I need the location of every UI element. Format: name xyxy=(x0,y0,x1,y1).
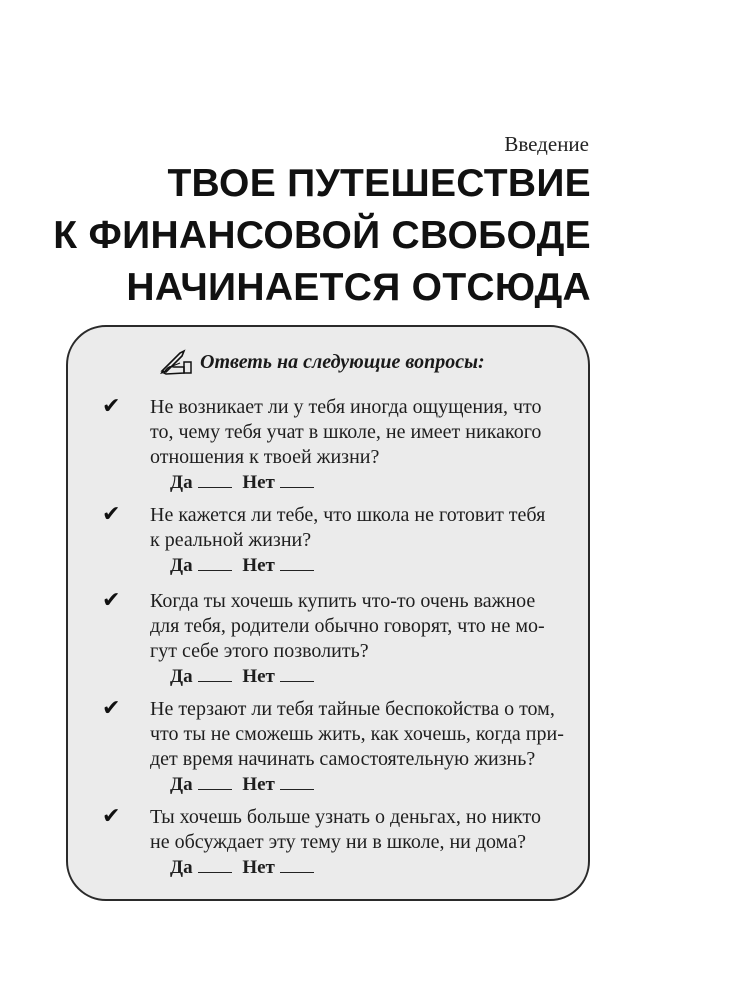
answer-row xyxy=(150,664,580,689)
no-blank[interactable] xyxy=(280,667,314,682)
title-line: К ФИНАНСОВОЙ СВОБОДЕ xyxy=(53,214,591,257)
question-text: Не возникает ли у тебя иногда ощущения, что xyxy=(150,396,542,418)
answer-row xyxy=(150,855,580,880)
question-text: дет время начинать самостоятельную жизнь? xyxy=(150,748,536,770)
question-text: гут себе этого позволить? xyxy=(150,640,369,662)
writing-hand-icon xyxy=(158,349,196,375)
checkmark-icon: ✔ xyxy=(102,696,121,721)
yes-blank[interactable] xyxy=(198,473,232,488)
no-blank[interactable] xyxy=(280,858,314,873)
yes-label: Да xyxy=(170,555,193,576)
yes-blank[interactable] xyxy=(198,556,232,571)
answer-row xyxy=(150,553,580,578)
no-label: Нет xyxy=(242,857,275,878)
answer-row xyxy=(150,470,580,495)
answer-row xyxy=(150,772,580,797)
checkmark-icon: ✔ xyxy=(102,502,121,527)
question-text: Не терзают ли тебя тайные беспокойства о том, xyxy=(150,698,555,720)
no-label: Нет xyxy=(242,774,275,795)
question-text: Ты хочешь больше узнать о деньгах, но никто xyxy=(150,806,541,828)
yes-label: Да xyxy=(170,774,193,795)
title-line: НАЧИНАЕТСЯ ОТСЮДА xyxy=(126,266,591,309)
checkmark-icon: ✔ xyxy=(102,804,121,829)
no-label: Нет xyxy=(242,472,275,493)
checkmark-icon: ✔ xyxy=(102,394,121,419)
question-text: для тебя, родители обычно говорят, что не мо- xyxy=(150,615,545,637)
question-text: Не кажется ли тебе, что школа не готовит тебя xyxy=(150,504,546,526)
question-text: к реальной жизни? xyxy=(150,529,312,551)
yes-label: Да xyxy=(170,666,193,687)
page-title xyxy=(53,158,591,314)
title-line: ТВОЕ ПУТЕШЕСТВИЕ xyxy=(167,162,591,205)
yes-label: Да xyxy=(170,857,193,878)
question-text: Когда ты хочешь купить что-то очень важное xyxy=(150,590,536,612)
no-blank[interactable] xyxy=(280,473,314,488)
no-blank[interactable] xyxy=(280,556,314,571)
yes-label: Да xyxy=(170,472,193,493)
yes-blank[interactable] xyxy=(198,667,232,682)
no-label: Нет xyxy=(242,666,275,687)
no-label: Нет xyxy=(242,555,275,576)
box-header xyxy=(158,349,485,375)
yes-blank[interactable] xyxy=(198,775,232,790)
question-text: отношения к твоей жизни? xyxy=(150,446,380,468)
section-label: Введение xyxy=(504,132,589,156)
question-text: что ты не сможешь жить, как хочешь, когда при- xyxy=(150,723,564,745)
questions-box xyxy=(66,325,590,901)
box-header-text: Ответь на следующие вопросы: xyxy=(200,350,485,373)
no-blank[interactable] xyxy=(280,775,314,790)
checkmark-icon: ✔ xyxy=(102,588,121,613)
yes-blank[interactable] xyxy=(198,858,232,873)
question-text: не обсуждает эту тему ни в школе, ни дома? xyxy=(150,831,526,853)
question-text: то, чему тебя учат в школе, не имеет никакого xyxy=(150,421,542,443)
